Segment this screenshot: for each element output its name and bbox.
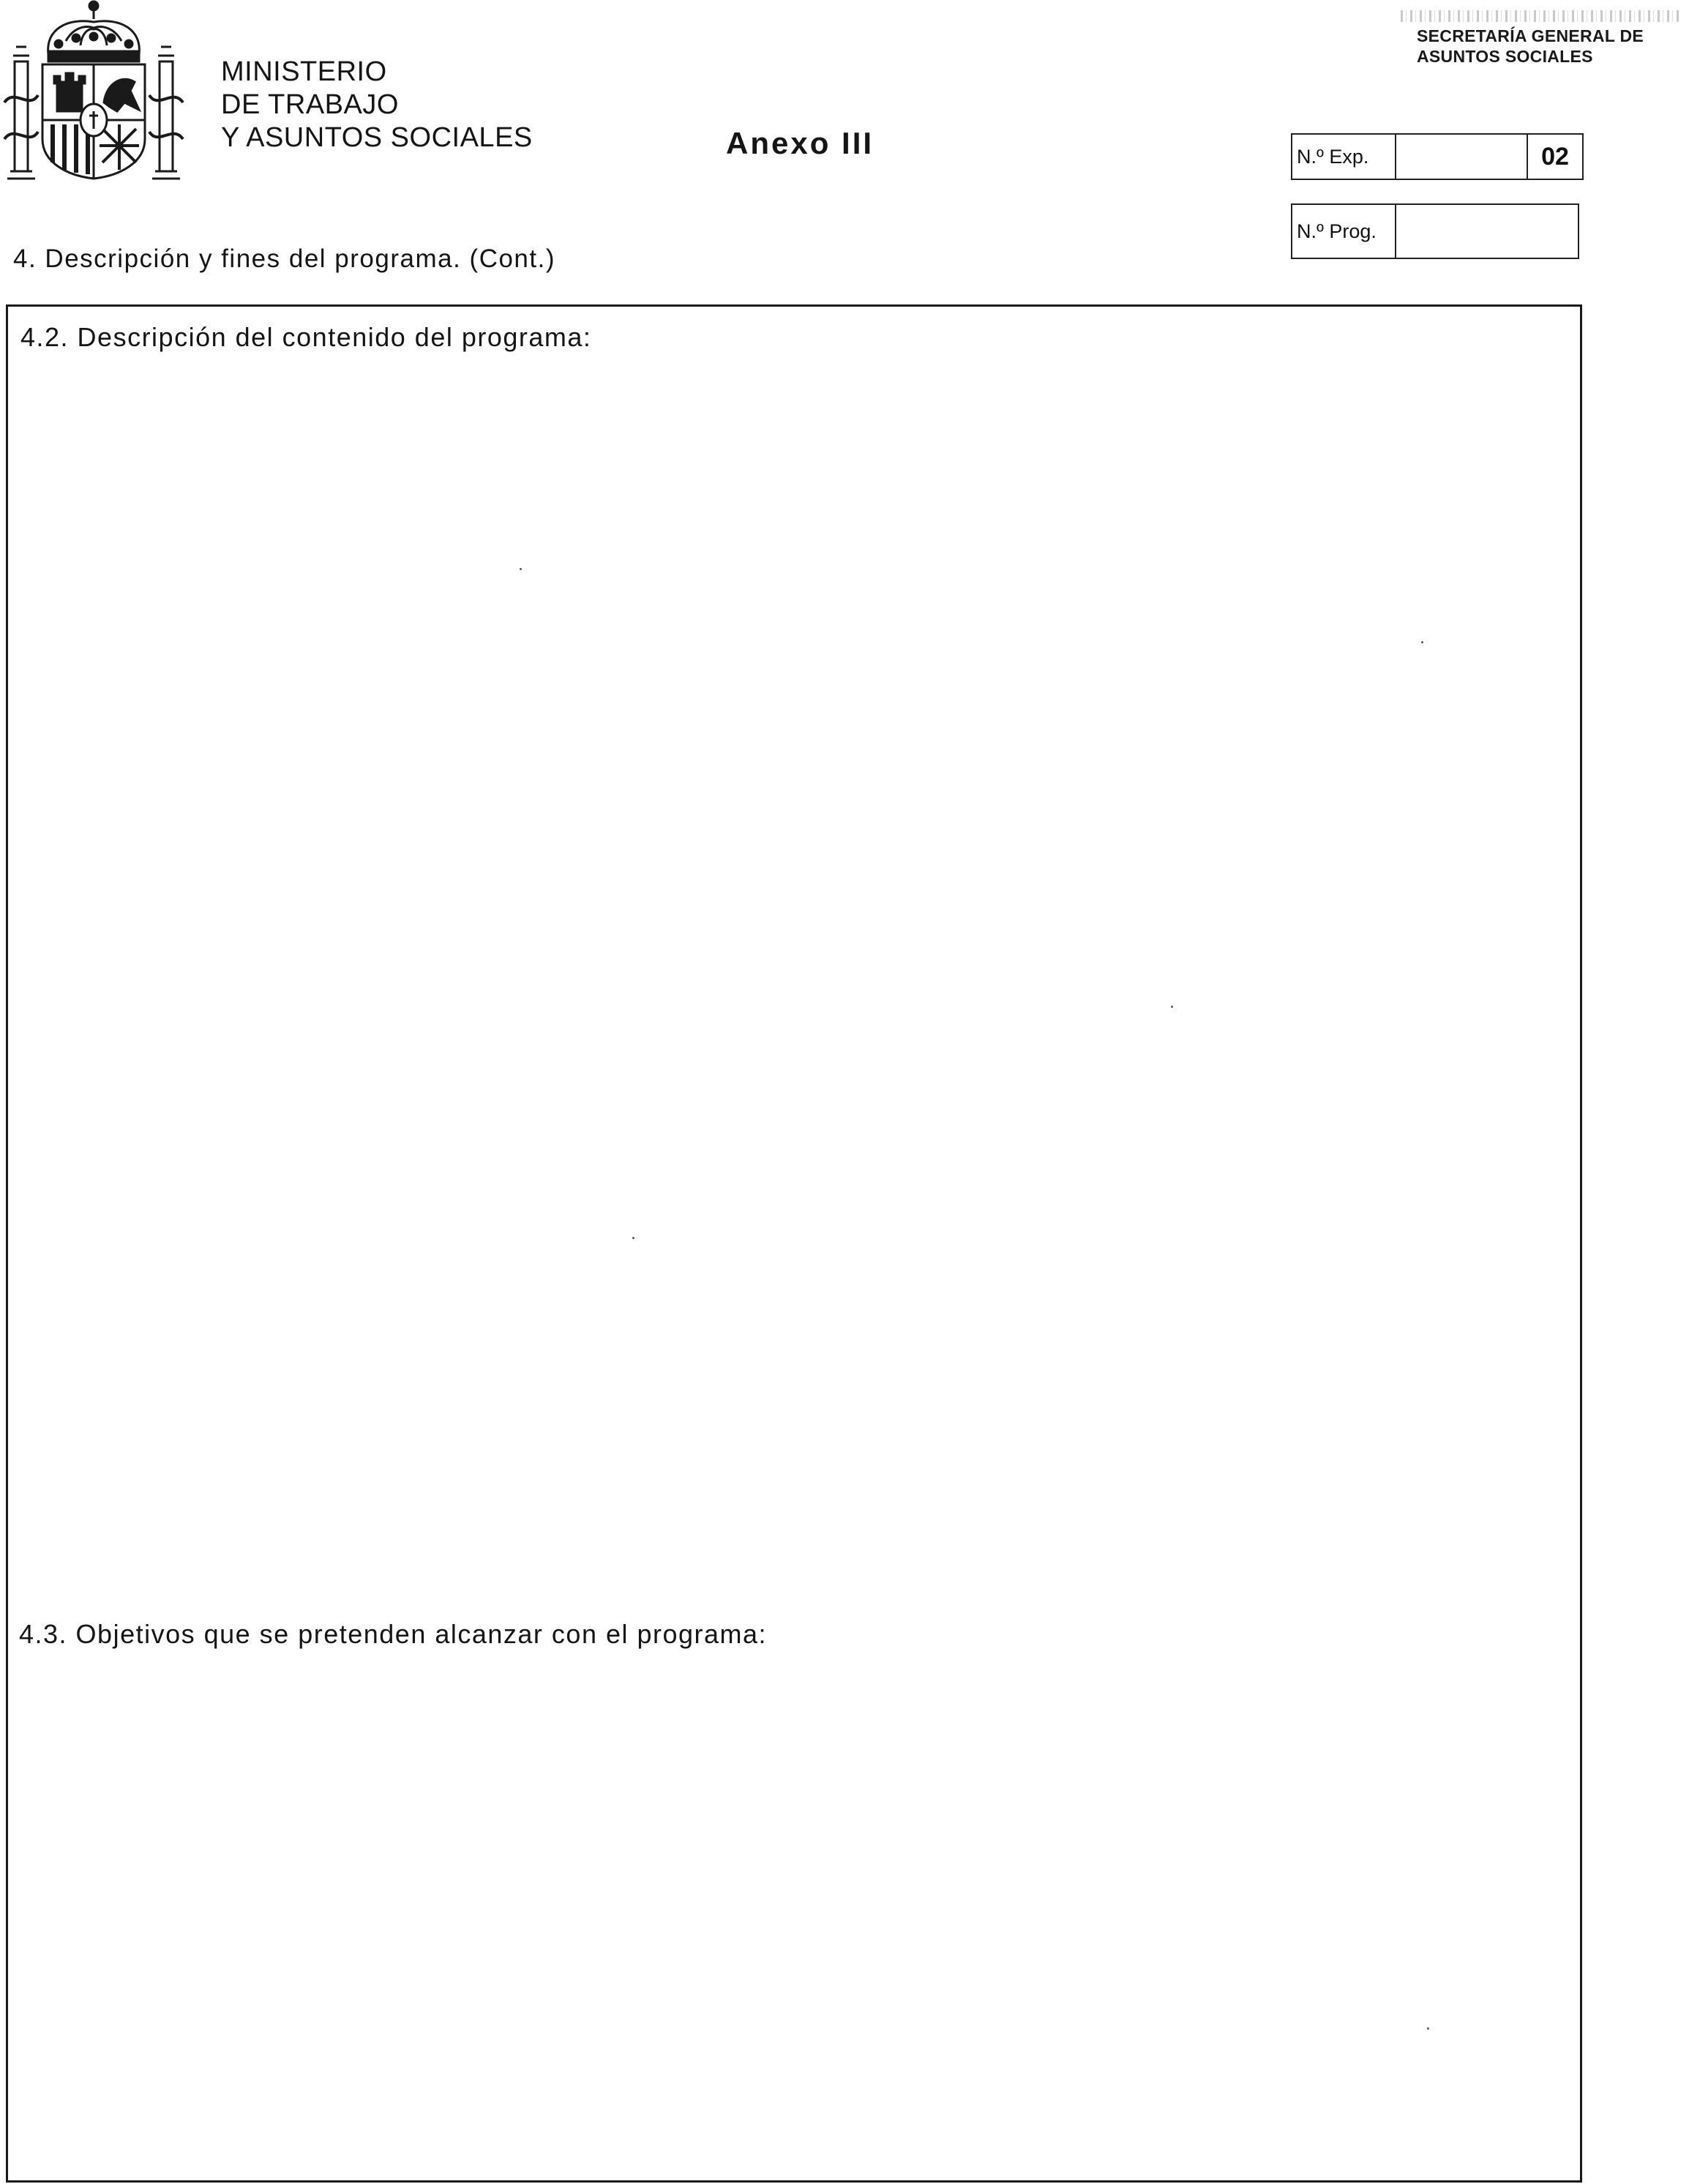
program-objectives-field[interactable]: [15, 1663, 1566, 2168]
ministry-line-1: MINISTERIO: [221, 56, 387, 87]
program-number-row: [1291, 203, 1579, 259]
annex-title: Anexo III: [726, 126, 875, 160]
exp-number-label: N.º Exp.: [1292, 135, 1396, 179]
stamp-noise: [1401, 10, 1679, 22]
secretaria-stamp: [1399, 9, 1689, 81]
program-objectives-label: 4.3. Objetivos que se pretenden alcanzar con el programa:: [19, 1619, 768, 1649]
ministry-name: [221, 56, 533, 154]
coat-of-arms-icon: [0, 0, 187, 187]
ministry-line-3: Y ASUNTOS SOCIALES: [221, 122, 533, 153]
expediente-number-row: [1291, 133, 1584, 180]
stamp-line-2: ASUNTOS SOCIALES: [1417, 47, 1593, 66]
scan-speck: [1427, 2027, 1429, 2030]
program-content-field[interactable]: [15, 366, 1566, 1603]
stamp-line-1: SECRETARÍA GENERAL DE: [1417, 26, 1644, 45]
exp-number-field[interactable]: [1396, 135, 1528, 179]
ministry-line-2: DE TRABAJO: [221, 89, 399, 120]
prog-number-label: N.º Prog.: [1292, 205, 1396, 258]
scan-speck: [520, 568, 522, 570]
section-title: 4. Descripción y fines del programa. (Cont.): [13, 244, 555, 273]
scan-speck: [1421, 641, 1423, 643]
scan-speck: [1171, 1006, 1173, 1008]
scan-speck: [632, 1237, 634, 1239]
exp-code: 02: [1541, 143, 1569, 171]
prog-number-field[interactable]: [1396, 205, 1578, 258]
program-content-label: 4.2. Descripción del contenido del programa:: [20, 322, 592, 352]
